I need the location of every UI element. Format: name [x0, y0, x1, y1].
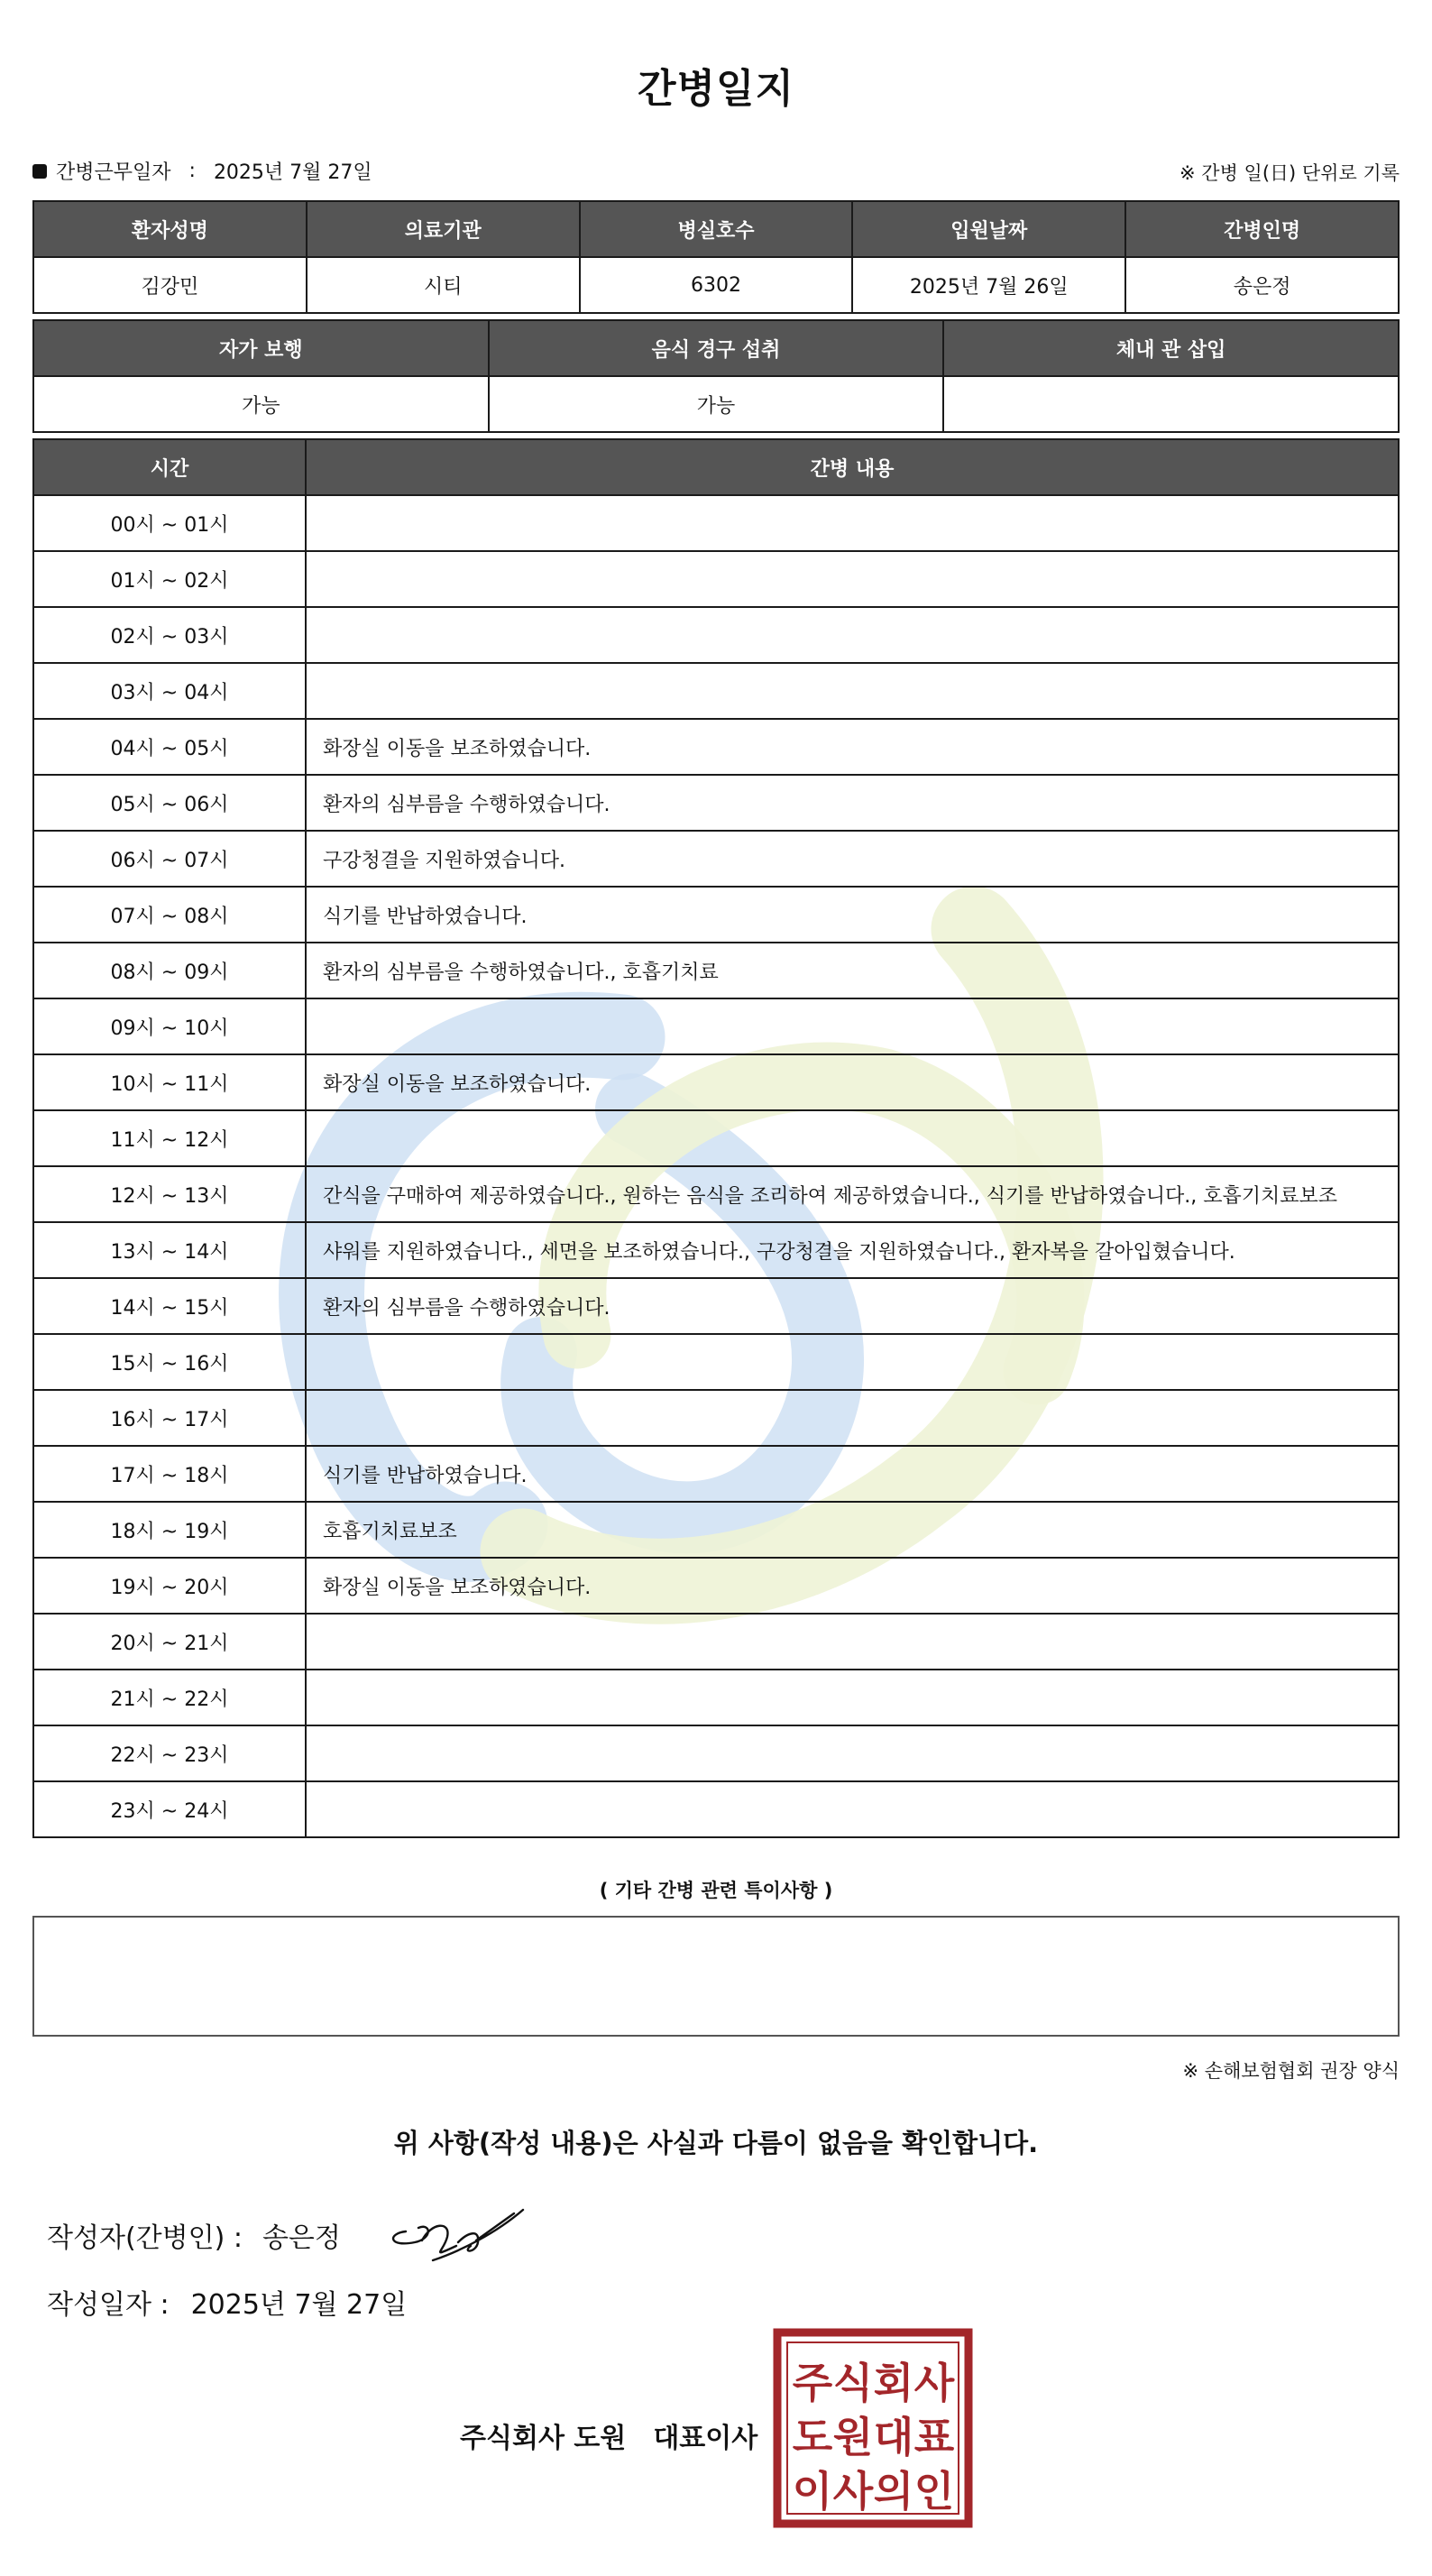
patient-header-row — [33, 201, 1399, 257]
log-content: 환자의 심부름을 수행하였습니다., 호흡기치료 — [306, 943, 1399, 998]
log-time: 04시 ~ 05시 — [33, 719, 306, 775]
header-tube-insertion: 체내 관 삽입 — [943, 320, 1399, 376]
seal-glyph: 식 — [832, 2359, 874, 2407]
log-time: 09시 ~ 10시 — [33, 998, 306, 1054]
care-log-table — [32, 438, 1400, 1838]
self-walking-value: 가능 — [33, 376, 489, 432]
writer-line — [47, 2215, 341, 2255]
confirmation-statement: 위 사항(작성 내용)은 사실과 다름이 없음을 확인합니다. — [393, 2128, 1039, 2158]
admission-date: 2025년 7월 26일 — [852, 257, 1125, 313]
log-row — [33, 775, 1399, 831]
page-title: 간병일지 — [637, 66, 794, 112]
seal-glyph: 사 — [913, 2359, 955, 2407]
header-hospital: 의료기관 — [307, 201, 580, 257]
header-room-number: 병실호수 — [580, 201, 853, 257]
status-value-row — [33, 376, 1399, 432]
patient-info-table — [32, 200, 1400, 314]
log-time: 22시 ~ 23시 — [33, 1725, 306, 1781]
log-content — [306, 495, 1399, 551]
log-content — [306, 998, 1399, 1054]
daily-record-note: ※ 간병 일(日) 단위로 기록 — [1180, 162, 1400, 184]
hospital: 시티 — [307, 257, 580, 313]
association-note: ※ 손해보험협회 권장 양식 — [1182, 2060, 1400, 2082]
log-content: 간식을 구매하여 제공하였습니다., 원하는 음식을 조리하여 제공하였습니다., 식기를 반납하였습니다., 호흡기치료보조 — [306, 1166, 1399, 1222]
remarks-title: ( 기타 간병 관련 특이사항 ) — [599, 1880, 833, 1901]
log-row — [33, 495, 1399, 551]
log-content — [306, 663, 1399, 719]
seal-glyph: 사 — [832, 2467, 874, 2516]
caregiver-name: 송은정 — [1125, 257, 1399, 313]
log-content: 호흡기치료보조 — [306, 1502, 1399, 1558]
log-row — [33, 831, 1399, 887]
log-content — [306, 1670, 1399, 1725]
seal-glyph: 원 — [832, 2413, 874, 2461]
log-content: 식기를 반납하였습니다. — [306, 1446, 1399, 1502]
log-row — [33, 943, 1399, 998]
header-care-content: 간병 내용 — [306, 439, 1399, 495]
seal-glyph: 이 — [792, 2467, 833, 2516]
log-row — [33, 1725, 1399, 1781]
writing-date-line — [47, 2282, 407, 2322]
log-row — [33, 1670, 1399, 1725]
log-time: 02시 ~ 03시 — [33, 607, 306, 663]
log-row — [33, 1166, 1399, 1222]
log-time: 20시 ~ 21시 — [33, 1614, 306, 1670]
log-content: 화장실 이동을 보조하였습니다. — [306, 719, 1399, 775]
log-content — [306, 551, 1399, 607]
remarks-box — [32, 1916, 1400, 2037]
log-time: 12시 ~ 13시 — [33, 1166, 306, 1222]
log-row — [33, 607, 1399, 663]
company-line — [460, 2415, 757, 2455]
seal-glyph: 주 — [792, 2359, 833, 2407]
log-row — [33, 1334, 1399, 1390]
log-row — [33, 1502, 1399, 1558]
header-patient-name: 환자성명 — [33, 201, 307, 257]
log-content: 구강청결을 지원하였습니다. — [306, 831, 1399, 887]
log-row — [33, 1390, 1399, 1446]
work-date — [32, 157, 372, 185]
log-time: 01시 ~ 02시 — [33, 551, 306, 607]
log-time: 17시 ~ 18시 — [33, 1446, 306, 1502]
patient-value-row — [33, 257, 1399, 313]
room-number: 6302 — [580, 257, 853, 313]
log-time: 08시 ~ 09시 — [33, 943, 306, 998]
bullet-square-icon — [32, 164, 47, 179]
log-time: 10시 ~ 11시 — [33, 1054, 306, 1110]
seal-glyph: 대 — [873, 2413, 914, 2461]
seal-glyph: 도 — [792, 2413, 833, 2461]
oral-intake-value: 가능 — [489, 376, 944, 432]
company-seal-stamp — [772, 2327, 974, 2529]
header-self-walking: 자가 보행 — [33, 320, 489, 376]
seal-glyph: 표 — [913, 2413, 955, 2461]
log-row — [33, 1781, 1399, 1837]
log-time: 11시 ~ 12시 — [33, 1110, 306, 1166]
tube-insertion-value — [943, 376, 1399, 432]
log-content: 환자의 심부름을 수행하였습니다. — [306, 1278, 1399, 1334]
log-time: 16시 ~ 17시 — [33, 1390, 306, 1446]
header-oral-intake: 음식 경구 섭취 — [489, 320, 944, 376]
log-time: 07시 ~ 08시 — [33, 887, 306, 943]
patient-status-table — [32, 319, 1400, 433]
log-row — [33, 998, 1399, 1054]
log-row — [33, 1110, 1399, 1166]
log-content — [306, 1614, 1399, 1670]
log-time: 15시 ~ 16시 — [33, 1334, 306, 1390]
signature-image — [379, 2195, 541, 2277]
status-header-row — [33, 320, 1399, 376]
representative-title: 대표이사 — [653, 2423, 758, 2454]
log-row — [33, 1278, 1399, 1334]
log-content — [306, 1781, 1399, 1837]
log-content — [306, 1725, 1399, 1781]
date-value: 2025년 7월 27일 — [190, 2289, 408, 2321]
log-time: 13시 ~ 14시 — [33, 1222, 306, 1278]
log-time: 18시 ~ 19시 — [33, 1502, 306, 1558]
seal-glyph: 의 — [873, 2467, 914, 2516]
log-row — [33, 551, 1399, 607]
log-header-row — [33, 439, 1399, 495]
log-content — [306, 1334, 1399, 1390]
log-row — [33, 887, 1399, 943]
log-row — [33, 1558, 1399, 1614]
header-caregiver-name: 간병인명 — [1125, 201, 1399, 257]
log-content — [306, 1390, 1399, 1446]
log-content — [306, 1110, 1399, 1166]
log-content: 화장실 이동을 보조하였습니다. — [306, 1558, 1399, 1614]
log-time: 00시 ~ 01시 — [33, 495, 306, 551]
log-time: 23시 ~ 24시 — [33, 1781, 306, 1837]
log-time: 19시 ~ 20시 — [33, 1558, 306, 1614]
log-content: 환자의 심부름을 수행하였습니다. — [306, 775, 1399, 831]
work-date-label: 간병근무일자 — [56, 161, 171, 184]
log-time: 14시 ~ 15시 — [33, 1278, 306, 1334]
writer-label: 작성자(간병인) : — [47, 2222, 243, 2254]
log-row — [33, 1222, 1399, 1278]
log-content — [306, 607, 1399, 663]
work-date-separator: : — [188, 160, 196, 182]
date-label: 작성일자 : — [47, 2289, 170, 2321]
log-time: 05시 ~ 06시 — [33, 775, 306, 831]
log-time: 03시 ~ 04시 — [33, 663, 306, 719]
log-content: 화장실 이동을 보조하였습니다. — [306, 1054, 1399, 1110]
header-time: 시간 — [33, 439, 306, 495]
log-content: 식기를 반납하였습니다. — [306, 887, 1399, 943]
log-row — [33, 1054, 1399, 1110]
log-row — [33, 1614, 1399, 1670]
log-row — [33, 1446, 1399, 1502]
seal-glyph: 인 — [913, 2467, 955, 2516]
header-admission-date: 입원날짜 — [852, 201, 1125, 257]
writer-name: 송은정 — [262, 2222, 341, 2254]
log-row — [33, 719, 1399, 775]
log-time: 21시 ~ 22시 — [33, 1670, 306, 1725]
log-time: 06시 ~ 07시 — [33, 831, 306, 887]
company-name: 주식회사 도원 — [460, 2423, 627, 2454]
patient-name: 김강민 — [33, 257, 307, 313]
seal-glyph: 회 — [873, 2359, 914, 2407]
work-date-value: 2025년 7월 27일 — [213, 161, 372, 184]
log-content: 샤워를 지원하였습니다., 세면을 보조하였습니다., 구강청결을 지원하였습니다., 환자복을 갈아입혔습니다. — [306, 1222, 1399, 1278]
log-row — [33, 663, 1399, 719]
